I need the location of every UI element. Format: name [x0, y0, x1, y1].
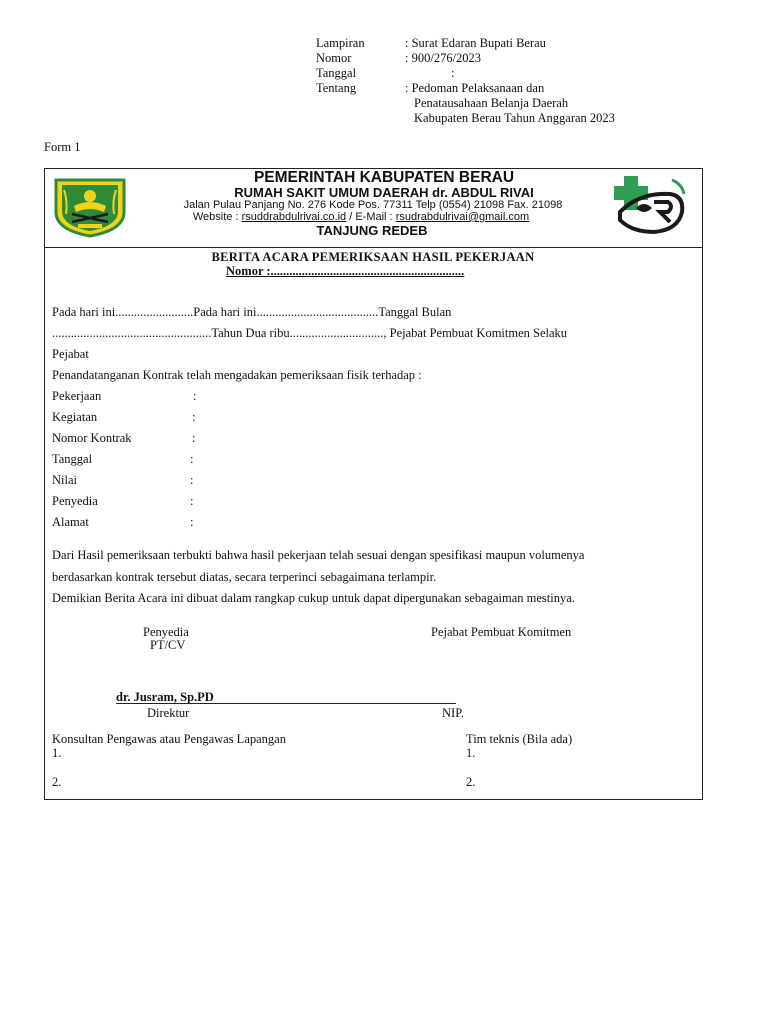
sig-ppk-label: Pejabat Pembuat Komitmen [431, 625, 572, 639]
tanggal-value: : [451, 66, 455, 80]
p2-line-3: Demikian Berita Acara ini dibuat dalam rangkap cukup untuk dapat dipergunakan sebagaiman mestinya. [52, 591, 575, 605]
sig-ptcv-label: PT/CV [150, 638, 186, 652]
p1-line-1: Pada hari ini.........................Pada hari ini.......................................Tanggal Bulan [52, 305, 452, 319]
field-kegiatan: Kegiatan [52, 410, 98, 424]
website-link[interactable]: rsuddrabdulrivai.co.id [241, 211, 347, 223]
kop-divider [44, 247, 703, 248]
signer-title: Direktur [147, 706, 190, 720]
field-colon: : [190, 515, 194, 529]
konsultan-item-1: 1. [52, 746, 62, 760]
field-nilai: Nilai [52, 473, 77, 487]
field-tanggal: Tanggal [52, 452, 93, 466]
nip-label: NIP. [442, 706, 464, 720]
tentang-label: Tentang [316, 81, 357, 95]
doc-title: BERITA ACARA PEMERIKSAAN HASIL PEKERJAAN [211, 250, 535, 264]
konsultan-item-2: 2. [52, 775, 62, 789]
form-label: Form 1 [44, 140, 81, 154]
sig-penyedia-label: Penyedia [143, 625, 189, 639]
field-colon: : [192, 410, 196, 424]
p1-line-4: Penandatanganan Kontrak telah mengadakan pemeriksaan fisik terhadap : [52, 368, 422, 382]
field-nomor-kontrak: Nomor Kontrak [52, 431, 132, 445]
tanggal-label: Tanggal [316, 66, 357, 80]
field-colon: : [190, 452, 194, 466]
doc-nomor: Nomor :.............................................................. [226, 264, 465, 278]
kop-address: Jalan Pulau Panjang No. 276 Kode Pos. 77311 Telp (0554) 21098 Fax. 21098 [183, 199, 563, 211]
lampiran-value: : Surat Edaran Bupati Berau [405, 36, 546, 50]
kop-line-1: PEMERINTAH KABUPATEN BERAU [253, 169, 515, 186]
field-penyedia: Penyedia [52, 494, 98, 508]
tentang-line-2: Penatausahaan Belanja Daerah [414, 96, 569, 110]
website-label: Website : [192, 211, 239, 223]
p2-line-2: berdasarkan kontrak tersebut diatas, secara terperinci sebagaimana terlampir. [52, 570, 437, 584]
field-colon: : [190, 494, 194, 508]
p2-line-1: Dari Hasil pemeriksaan terbukti bahwa hasil pekerjaan telah sesuai dengan spesifikasi maupun volumenya [52, 548, 585, 562]
tim-teknis-label: Tim teknis (Bila ada) [466, 732, 573, 746]
lampiran-label: Lampiran [316, 36, 365, 50]
tentang-line-3: Kabupaten Berau Tahun Anggaran 2023 [414, 111, 615, 125]
signer-name: dr. Jusram, Sp.PD [116, 690, 214, 704]
konsultan-label: Konsultan Pengawas atau Pengawas Lapangan [52, 732, 286, 746]
signature-line [116, 703, 456, 704]
nomor-label: Nomor [316, 51, 352, 65]
p1-line-2: ...................................................Tahun Dua ribu.............................., Pejabat Pembuat Komitmen Selaku [52, 326, 568, 340]
kop-line-5: TANJUNG REDEB [316, 223, 428, 238]
tim-item-2: 2. [466, 775, 476, 789]
p1-line-3: Pejabat [52, 347, 89, 361]
kop-contact [0, 211, 722, 223]
field-colon: : [190, 473, 194, 487]
tentang-value: : Pedoman Pelaksanaan dan [405, 81, 545, 95]
nomor-value: : 900/276/2023 [405, 51, 482, 65]
field-colon: : [193, 389, 197, 403]
field-colon: : [192, 431, 196, 445]
tim-item-1: 1. [466, 746, 476, 760]
kop-line-2: RUMAH SAKIT UMUM DAERAH dr. ABDUL RIVAI [234, 185, 534, 200]
email-link[interactable]: rsudrabdulrivai@gmail.com [395, 211, 530, 223]
field-alamat: Alamat [52, 515, 89, 529]
field-pekerjaan: Pekerjaan [52, 389, 102, 403]
email-label: / E-Mail : [349, 211, 393, 223]
